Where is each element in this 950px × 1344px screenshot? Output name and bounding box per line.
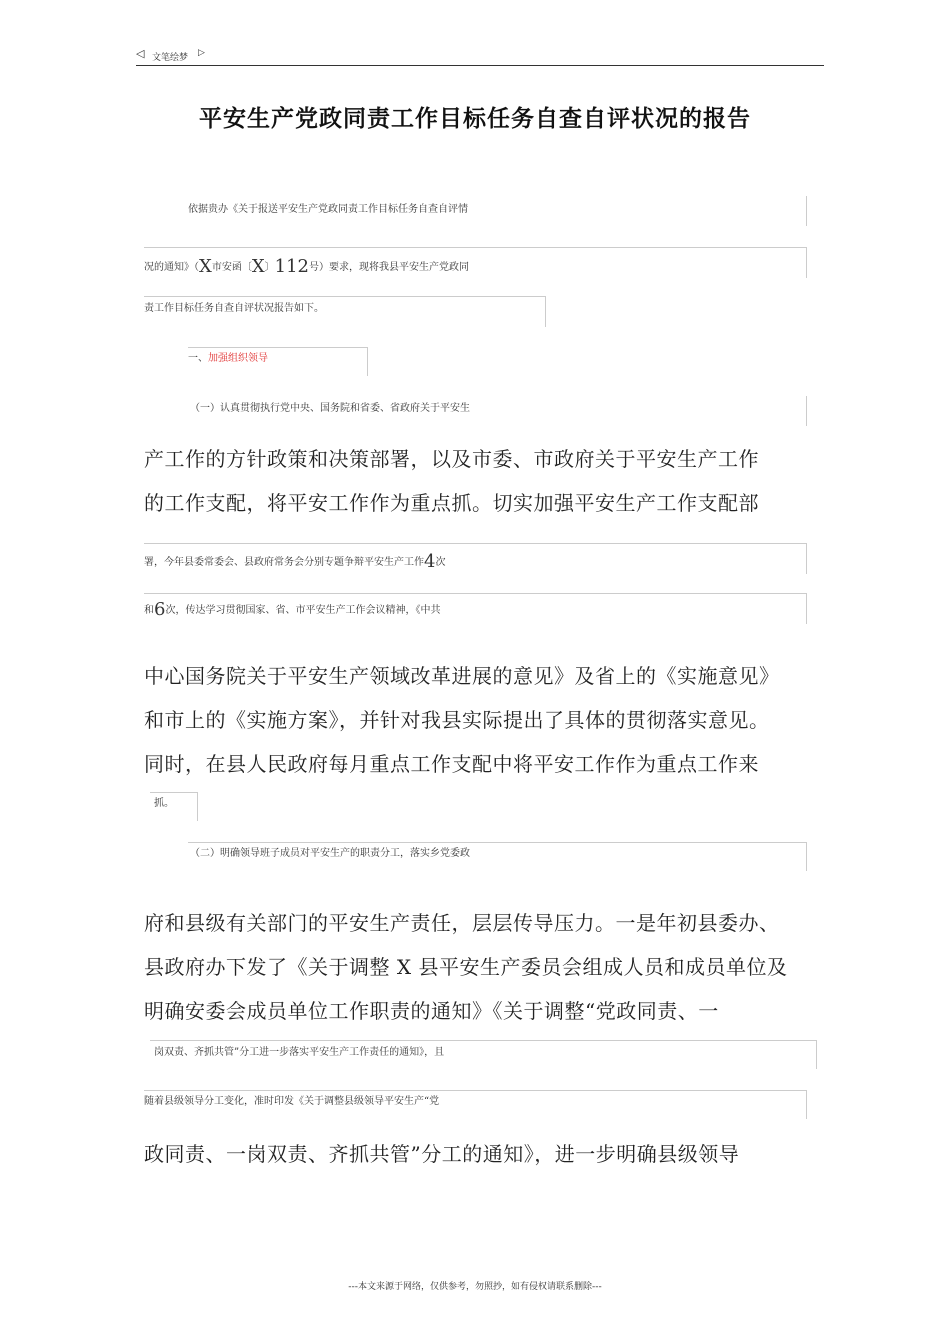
document-title: 平安生产党政同责工作目标任务自查自评状况的报告 [199,106,751,132]
paragraph-line: 明确安委会成员单位工作职责的通知》《关于调整“党政同责、一 [144,999,719,1023]
paragraph-line: 署，今年县委常委会、县政府常务会分别专题争辩平安生产工作4次 [144,551,446,572]
subsection-heading: （二）明确领导班子成员对平安生产的职责分工，落实乡党委政 [190,848,470,859]
subsection-heading: （一）认真贯彻执行党中央、国务院和省委、省政府关于平安生 [190,403,470,414]
paragraph-line: 抓。 [154,798,174,809]
right-triangle-icon: ▷ [198,48,205,58]
paragraph-line: 的工作支配，将平安工作作为重点抓。切实加强平安生产工作支配部 [144,491,759,515]
paragraph-line: 随着县级领导分工变化，准时印发《关于调整县级领导平安生产“党 [144,1096,440,1107]
paragraph-line: 府和县级有关部门的平安生产责任，层层传导压力。一是年初县委办、 [144,911,780,935]
paragraph-line: 中心国务院关于平安生产领域改革进展的意见》及省上的《实施意见》 [144,664,780,688]
paragraph-line: 岗双责、齐抓共管”分工进一步落实平安生产工作责任的通知》，且 [154,1047,445,1058]
paragraph-line: 况的通知》（X市安函〔X〕112号）要求，现将我县平安生产党政同 [144,256,470,277]
paragraph-line: 和市上的《实施方案》，并针对我县实际提出了具体的贯彻落实意见。 [144,708,770,732]
paragraph-line: 县政府办下发了《关于调整 X 县平安生产委员会组成人员和成员单位及 [144,955,788,979]
paragraph-line: 责工作目标任务自查自评状况报告如下。 [144,303,324,314]
header-brand: 文笔绘梦 [152,53,189,63]
page-footer: ---本文来源于网络，仅供参考，勿照抄，如有侵权请联系删除--- [348,1282,602,1292]
paragraph-line: 同时，在县人民政府每月重点工作支配中将平安工作作为重点工作来 [144,752,759,776]
paragraph-line: 产工作的方针政策和决策部署，以及市委、市政府关于平安生产工作 [144,447,759,471]
left-triangle-icon: ◁ [136,47,145,60]
paragraph-line: 政同责、一岗双责、齐抓共管”分工的通知》，进一步明确县级领导 [144,1142,740,1166]
page-header [136,47,824,66]
paragraph-line: 和6次，传达学习贯彻国家、省、市平安生产工作会议精神，《中共 [144,599,441,620]
paragraph-line: 依据贵办《关于报送平安生产党政同责工作目标任务自查自评情 [188,204,468,215]
section-heading: 一、加强组织领导 [188,353,268,364]
